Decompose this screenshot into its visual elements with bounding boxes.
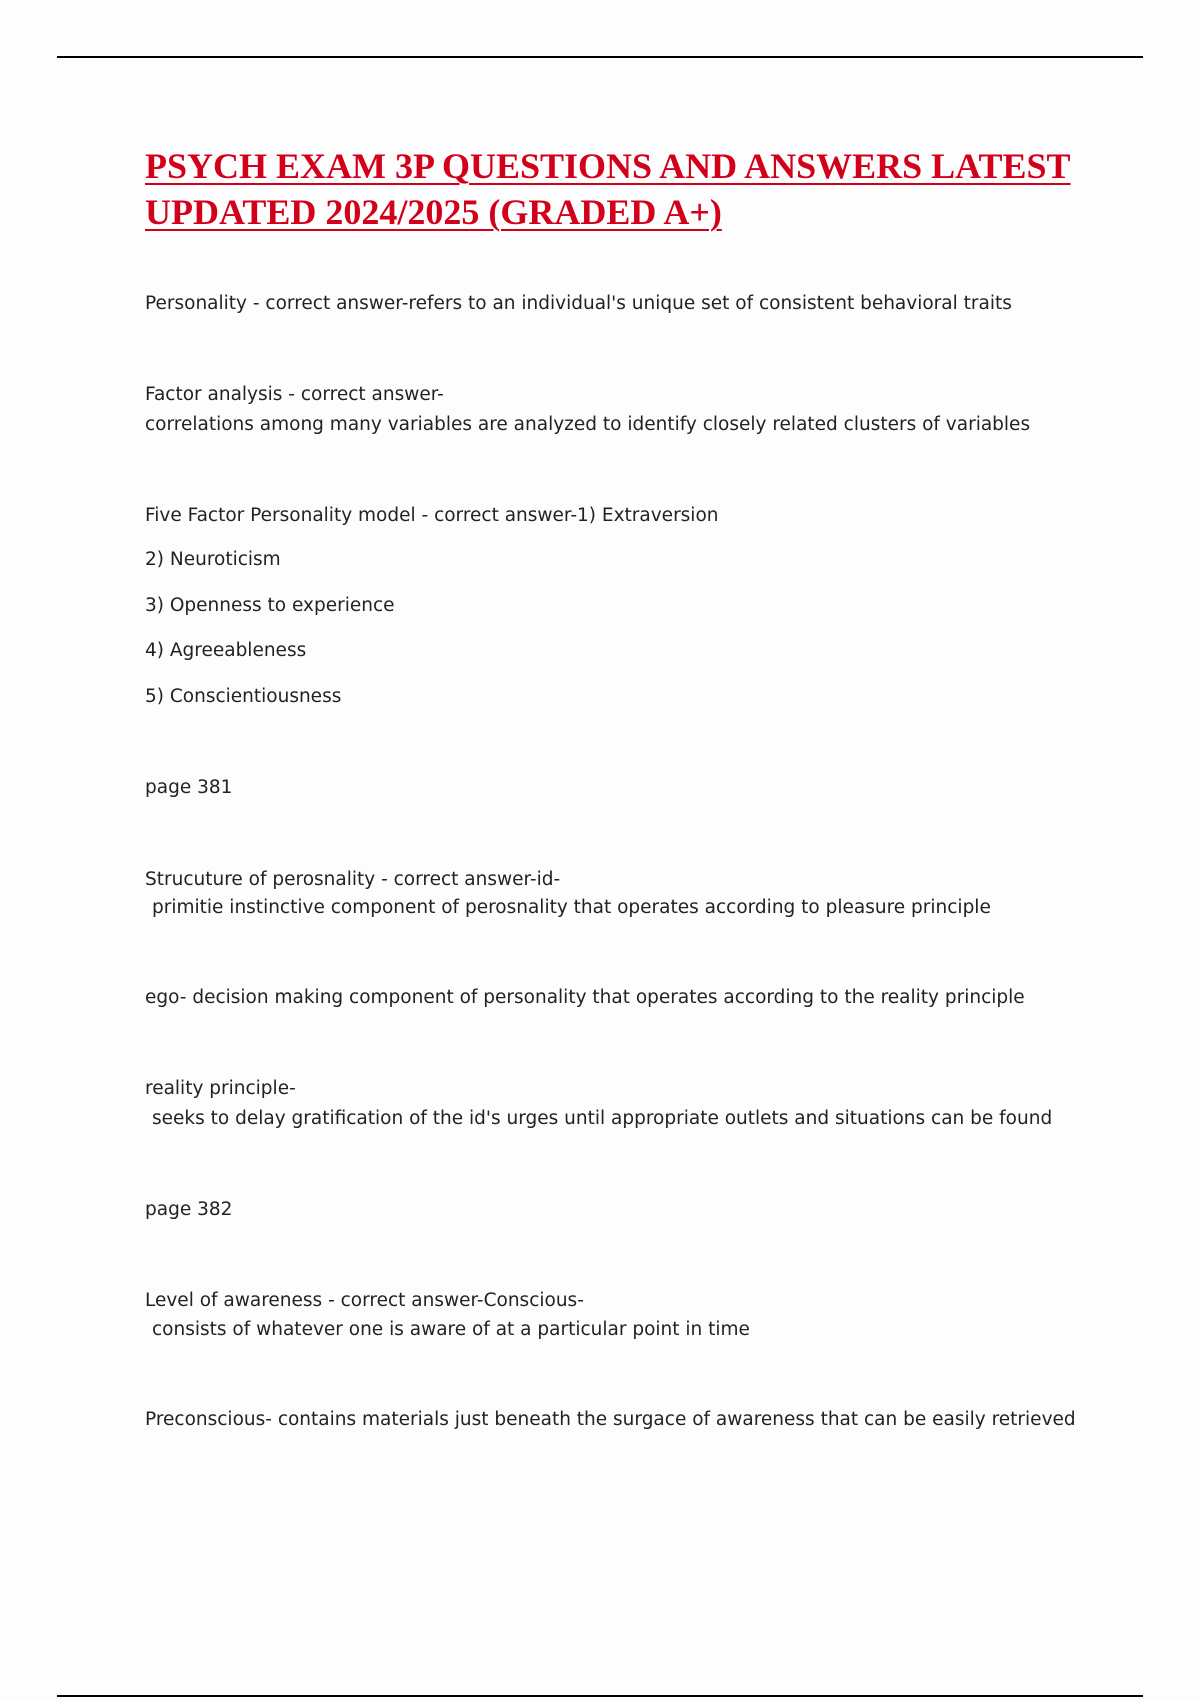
qa-awareness-question: Level of awareness - correct answer-Conscious- — [145, 1290, 584, 1311]
header-rule — [57, 56, 1143, 58]
list-item: 3) Openness to experience — [145, 595, 395, 616]
qa-reality-principle: reality principle- — [145, 1078, 296, 1099]
qa-ego: ego- decision making component of personality that operates according to the reality principle — [145, 987, 1025, 1008]
page-reference: page 382 — [145, 1199, 233, 1220]
qa-preconscious: Preconscious- contains materials just beneath the surgace of awareness that can be easily retrieved — [145, 1409, 1076, 1430]
list-item: 5) Conscientiousness — [145, 686, 342, 707]
qa-reality-principle-answer: seeks to delay gratification of the id's urges until appropriate outlets and situations can be found — [152, 1108, 1053, 1129]
qa-structure-question: Strucuture of perosnality - correct answer-id- — [145, 869, 561, 890]
list-item: 4) Agreeableness — [145, 640, 307, 661]
page-reference: page 381 — [145, 777, 233, 798]
qa-structure-answer: primitie instinctive component of perosnality that operates according to pleasure principle — [152, 897, 991, 918]
title-line-2: UPDATED 2024/2025 (GRADED A+) — [145, 192, 722, 232]
qa-five-factor: Five Factor Personality model - correct answer-1) Extraversion — [145, 505, 719, 526]
document-title — [145, 143, 1105, 235]
qa-factor-analysis-answer: correlations among many variables are analyzed to identify closely related clusters of variables — [145, 414, 1031, 435]
footer-rule — [57, 1695, 1143, 1697]
qa-factor-analysis-question: Factor analysis - correct answer- — [145, 384, 444, 405]
qa-awareness-answer: consists of whatever one is aware of at a particular point in time — [152, 1319, 750, 1340]
list-item: 2) Neuroticism — [145, 549, 281, 570]
title-line-1: PSYCH EXAM 3P QUESTIONS AND ANSWERS LATEST — [145, 146, 1071, 186]
qa-personality: Personality - correct answer-refers to an individual's unique set of consistent behavioral traits — [145, 293, 1012, 314]
